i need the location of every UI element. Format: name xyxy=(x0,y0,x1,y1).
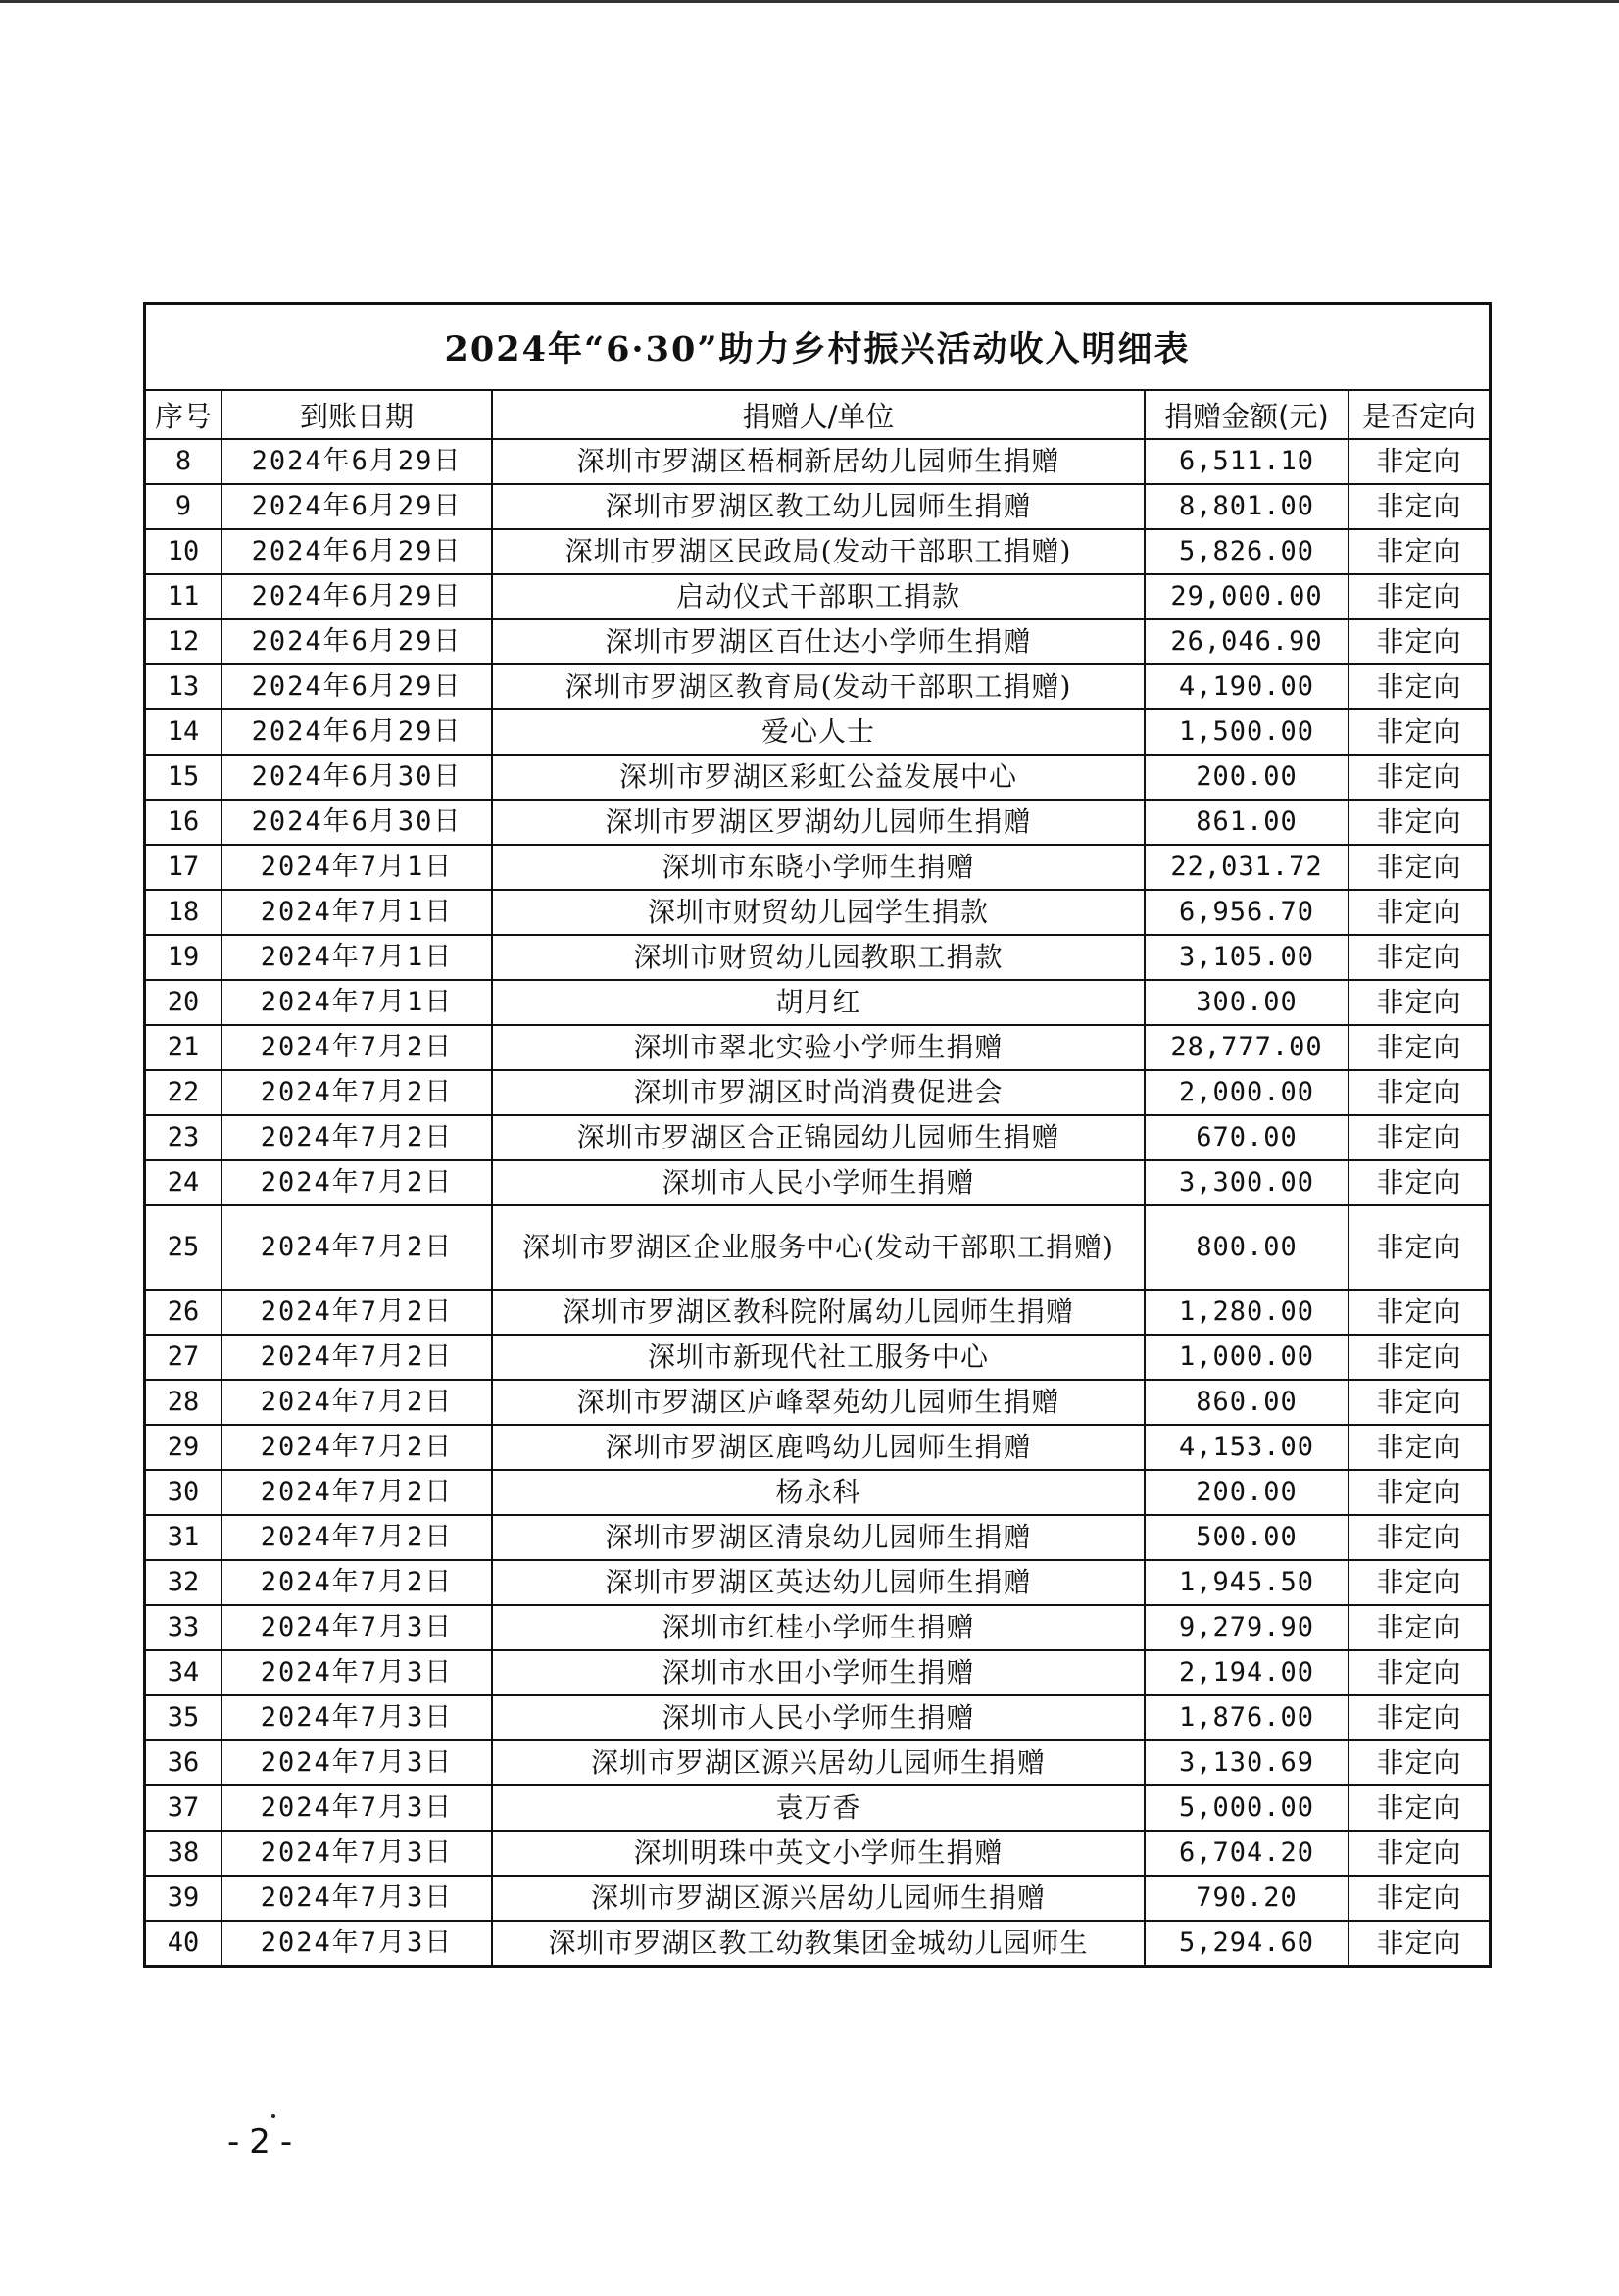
table-row xyxy=(146,1470,1489,1515)
row-index: 19 xyxy=(146,935,221,980)
table-row xyxy=(146,619,1489,664)
table-row xyxy=(146,800,1489,845)
row-directed: 非定向 xyxy=(1349,439,1489,484)
row-donor: 深圳市新现代社工服务中心 xyxy=(492,1335,1145,1380)
row-amount: 5,826.00 xyxy=(1145,529,1349,574)
row-amount: 3,130.69 xyxy=(1145,1740,1349,1785)
row-index: 15 xyxy=(146,755,221,800)
row-index: 16 xyxy=(146,800,221,845)
table-row xyxy=(146,1290,1489,1335)
row-amount: 5,294.60 xyxy=(1145,1921,1349,1965)
row-directed: 非定向 xyxy=(1349,529,1489,574)
page-number: -2- xyxy=(227,2123,303,2162)
row-date: 2024年7月3日 xyxy=(221,1921,492,1965)
row-date: 2024年7月3日 xyxy=(221,1605,492,1650)
row-directed: 非定向 xyxy=(1349,1740,1489,1785)
row-amount: 2,000.00 xyxy=(1145,1070,1349,1115)
row-index: 25 xyxy=(146,1205,221,1290)
row-directed: 非定向 xyxy=(1349,1785,1489,1831)
row-index: 18 xyxy=(146,890,221,935)
row-index: 32 xyxy=(146,1560,221,1605)
row-amount: 790.20 xyxy=(1145,1876,1349,1921)
row-amount: 28,777.00 xyxy=(1145,1025,1349,1070)
donation-table-container xyxy=(143,302,1492,1968)
row-directed: 非定向 xyxy=(1349,1560,1489,1605)
row-donor: 深圳市人民小学师生捐赠 xyxy=(492,1160,1145,1205)
row-donor: 杨永科 xyxy=(492,1470,1145,1515)
row-index: 38 xyxy=(146,1831,221,1876)
row-date: 2024年6月29日 xyxy=(221,619,492,664)
row-directed: 非定向 xyxy=(1349,1605,1489,1650)
row-index: 37 xyxy=(146,1785,221,1831)
row-directed: 非定向 xyxy=(1349,1205,1489,1290)
row-index: 13 xyxy=(146,664,221,709)
table-row xyxy=(146,1515,1489,1560)
row-donor: 深圳市罗湖区百仕达小学师生捐赠 xyxy=(492,619,1145,664)
row-directed: 非定向 xyxy=(1349,800,1489,845)
row-date: 2024年7月2日 xyxy=(221,1115,492,1160)
row-date: 2024年7月2日 xyxy=(221,1290,492,1335)
table-row xyxy=(146,1160,1489,1205)
row-index: 23 xyxy=(146,1115,221,1160)
row-amount: 1,500.00 xyxy=(1145,709,1349,755)
row-index: 35 xyxy=(146,1695,221,1740)
header-date: 到账日期 xyxy=(221,391,492,439)
header-directed: 是否定向 xyxy=(1349,391,1489,439)
row-amount: 200.00 xyxy=(1145,755,1349,800)
row-amount: 29,000.00 xyxy=(1145,574,1349,619)
donation-table xyxy=(146,391,1489,1965)
row-directed: 非定向 xyxy=(1349,1470,1489,1515)
row-amount: 5,000.00 xyxy=(1145,1785,1349,1831)
row-amount: 800.00 xyxy=(1145,1205,1349,1290)
row-donor: 深圳市财贸幼儿园学生捐款 xyxy=(492,890,1145,935)
row-amount: 1,000.00 xyxy=(1145,1335,1349,1380)
row-donor: 深圳市罗湖区教工幼教集团金城幼儿园师生 xyxy=(492,1921,1145,1965)
row-index: 21 xyxy=(146,1025,221,1070)
row-date: 2024年7月3日 xyxy=(221,1650,492,1695)
row-index: 26 xyxy=(146,1290,221,1335)
table-row xyxy=(146,1650,1489,1695)
row-donor: 袁万香 xyxy=(492,1785,1145,1831)
row-date: 2024年6月29日 xyxy=(221,709,492,755)
table-row xyxy=(146,1425,1489,1470)
table-row xyxy=(146,1115,1489,1160)
row-donor: 深圳市罗湖区源兴居幼儿园师生捐赠 xyxy=(492,1740,1145,1785)
row-date: 2024年6月29日 xyxy=(221,574,492,619)
row-donor: 深圳市罗湖区鹿鸣幼儿园师生捐赠 xyxy=(492,1425,1145,1470)
row-donor: 启动仪式干部职工捐款 xyxy=(492,574,1145,619)
table-row xyxy=(146,574,1489,619)
row-amount: 200.00 xyxy=(1145,1470,1349,1515)
table-row xyxy=(146,1740,1489,1785)
row-amount: 3,300.00 xyxy=(1145,1160,1349,1205)
table-row xyxy=(146,1335,1489,1380)
table-row xyxy=(146,709,1489,755)
row-date: 2024年7月2日 xyxy=(221,1335,492,1380)
row-index: 17 xyxy=(146,845,221,890)
row-donor: 深圳市罗湖区教工幼儿园师生捐赠 xyxy=(492,484,1145,529)
row-amount: 2,194.00 xyxy=(1145,1650,1349,1695)
row-donor: 深圳市翠北实验小学师生捐赠 xyxy=(492,1025,1145,1070)
header-index: 序号 xyxy=(146,391,221,439)
row-donor: 深圳市水田小学师生捐赠 xyxy=(492,1650,1145,1695)
row-date: 2024年7月2日 xyxy=(221,1025,492,1070)
row-directed: 非定向 xyxy=(1349,619,1489,664)
table-row xyxy=(146,845,1489,890)
row-donor: 深圳市罗湖区合正锦园幼儿园师生捐赠 xyxy=(492,1115,1145,1160)
row-donor: 深圳市罗湖区彩虹公益发展中心 xyxy=(492,755,1145,800)
row-directed: 非定向 xyxy=(1349,664,1489,709)
row-index: 20 xyxy=(146,980,221,1025)
row-date: 2024年6月29日 xyxy=(221,484,492,529)
row-donor: 深圳市红桂小学师生捐赠 xyxy=(492,1605,1145,1650)
row-directed: 非定向 xyxy=(1349,1876,1489,1921)
row-index: 24 xyxy=(146,1160,221,1205)
row-amount: 26,046.90 xyxy=(1145,619,1349,664)
row-date: 2024年6月30日 xyxy=(221,755,492,800)
table-body xyxy=(146,439,1489,1965)
table-row xyxy=(146,1070,1489,1115)
row-index: 14 xyxy=(146,709,221,755)
row-date: 2024年7月2日 xyxy=(221,1515,492,1560)
row-index: 30 xyxy=(146,1470,221,1515)
row-donor: 深圳市东晓小学师生捐赠 xyxy=(492,845,1145,890)
row-donor: 胡月红 xyxy=(492,980,1145,1025)
row-date: 2024年7月3日 xyxy=(221,1831,492,1876)
row-directed: 非定向 xyxy=(1349,1425,1489,1470)
row-date: 2024年7月2日 xyxy=(221,1205,492,1290)
row-directed: 非定向 xyxy=(1349,1695,1489,1740)
row-index: 39 xyxy=(146,1876,221,1921)
row-amount: 6,704.20 xyxy=(1145,1831,1349,1876)
row-amount: 1,945.50 xyxy=(1145,1560,1349,1605)
row-donor: 深圳市罗湖区源兴居幼儿园师生捐赠 xyxy=(492,1876,1145,1921)
scan-dot xyxy=(271,2114,275,2118)
row-directed: 非定向 xyxy=(1349,890,1489,935)
row-date: 2024年6月29日 xyxy=(221,439,492,484)
row-date: 2024年7月1日 xyxy=(221,935,492,980)
row-directed: 非定向 xyxy=(1349,845,1489,890)
row-amount: 4,190.00 xyxy=(1145,664,1349,709)
table-row xyxy=(146,484,1489,529)
row-index: 28 xyxy=(146,1380,221,1425)
row-directed: 非定向 xyxy=(1349,484,1489,529)
row-amount: 3,105.00 xyxy=(1145,935,1349,980)
row-date: 2024年6月29日 xyxy=(221,529,492,574)
row-amount: 670.00 xyxy=(1145,1115,1349,1160)
table-row xyxy=(146,1560,1489,1605)
row-date: 2024年7月1日 xyxy=(221,980,492,1025)
row-directed: 非定向 xyxy=(1349,1380,1489,1425)
row-directed: 非定向 xyxy=(1349,709,1489,755)
row-date: 2024年6月30日 xyxy=(221,800,492,845)
row-index: 31 xyxy=(146,1515,221,1560)
row-index: 10 xyxy=(146,529,221,574)
row-index: 29 xyxy=(146,1425,221,1470)
row-donor: 深圳市罗湖区梧桐新居幼儿园师生捐赠 xyxy=(492,439,1145,484)
row-date: 2024年7月3日 xyxy=(221,1695,492,1740)
row-directed: 非定向 xyxy=(1349,1335,1489,1380)
row-donor: 深圳明珠中英文小学师生捐赠 xyxy=(492,1831,1145,1876)
row-amount: 8,801.00 xyxy=(1145,484,1349,529)
row-index: 12 xyxy=(146,619,221,664)
row-donor: 深圳市罗湖区时尚消费促进会 xyxy=(492,1070,1145,1115)
row-date: 2024年6月29日 xyxy=(221,664,492,709)
row-date: 2024年7月1日 xyxy=(221,845,492,890)
row-amount: 860.00 xyxy=(1145,1380,1349,1425)
row-amount: 1,876.00 xyxy=(1145,1695,1349,1740)
row-donor: 深圳市罗湖区罗湖幼儿园师生捐赠 xyxy=(492,800,1145,845)
table-row xyxy=(146,755,1489,800)
row-directed: 非定向 xyxy=(1349,574,1489,619)
table-row xyxy=(146,1025,1489,1070)
header-amount: 捐赠金额(元) xyxy=(1145,391,1349,439)
row-date: 2024年7月2日 xyxy=(221,1380,492,1425)
table-row xyxy=(146,1605,1489,1650)
table-row xyxy=(146,1380,1489,1425)
row-date: 2024年7月2日 xyxy=(221,1160,492,1205)
row-directed: 非定向 xyxy=(1349,935,1489,980)
row-amount: 6,956.70 xyxy=(1145,890,1349,935)
row-date: 2024年7月2日 xyxy=(221,1470,492,1515)
row-amount: 1,280.00 xyxy=(1145,1290,1349,1335)
row-index: 11 xyxy=(146,574,221,619)
row-directed: 非定向 xyxy=(1349,1650,1489,1695)
row-index: 40 xyxy=(146,1921,221,1965)
row-date: 2024年7月1日 xyxy=(221,890,492,935)
table-row xyxy=(146,1695,1489,1740)
row-directed: 非定向 xyxy=(1349,755,1489,800)
row-directed: 非定向 xyxy=(1349,1025,1489,1070)
table-row xyxy=(146,1205,1489,1290)
row-amount: 9,279.90 xyxy=(1145,1605,1349,1650)
row-amount: 861.00 xyxy=(1145,800,1349,845)
table-row xyxy=(146,1831,1489,1876)
row-directed: 非定向 xyxy=(1349,1515,1489,1560)
row-index: 9 xyxy=(146,484,221,529)
row-date: 2024年7月2日 xyxy=(221,1425,492,1470)
row-directed: 非定向 xyxy=(1349,1160,1489,1205)
table-row xyxy=(146,529,1489,574)
row-index: 36 xyxy=(146,1740,221,1785)
table-row xyxy=(146,935,1489,980)
row-amount: 22,031.72 xyxy=(1145,845,1349,890)
header-donor: 捐赠人/单位 xyxy=(492,391,1145,439)
row-date: 2024年7月3日 xyxy=(221,1785,492,1831)
row-date: 2024年7月3日 xyxy=(221,1740,492,1785)
row-directed: 非定向 xyxy=(1349,1290,1489,1335)
row-amount: 300.00 xyxy=(1145,980,1349,1025)
row-donor: 深圳市财贸幼儿园教职工捐款 xyxy=(492,935,1145,980)
row-index: 33 xyxy=(146,1605,221,1650)
table-title: 2024年“6·30”助力乡村振兴活动收入明细表 xyxy=(146,305,1489,391)
row-directed: 非定向 xyxy=(1349,1921,1489,1965)
table-header-row xyxy=(146,391,1489,439)
table-row xyxy=(146,1785,1489,1831)
row-amount: 4,153.00 xyxy=(1145,1425,1349,1470)
row-donor: 深圳市罗湖区清泉幼儿园师生捐赠 xyxy=(492,1515,1145,1560)
row-donor: 深圳市罗湖区英达幼儿园师生捐赠 xyxy=(492,1560,1145,1605)
row-directed: 非定向 xyxy=(1349,980,1489,1025)
row-donor: 深圳市罗湖区企业服务中心(发动干部职工捐赠) xyxy=(492,1205,1145,1290)
row-donor: 深圳市罗湖区教育局(发动干部职工捐赠) xyxy=(492,664,1145,709)
row-date: 2024年7月2日 xyxy=(221,1560,492,1605)
row-index: 27 xyxy=(146,1335,221,1380)
row-donor: 深圳市罗湖区民政局(发动干部职工捐赠) xyxy=(492,529,1145,574)
row-directed: 非定向 xyxy=(1349,1070,1489,1115)
table-row xyxy=(146,890,1489,935)
row-directed: 非定向 xyxy=(1349,1831,1489,1876)
row-directed: 非定向 xyxy=(1349,1115,1489,1160)
table-row xyxy=(146,439,1489,484)
row-index: 34 xyxy=(146,1650,221,1695)
page-top-border xyxy=(0,0,1619,3)
row-donor: 深圳市人民小学师生捐赠 xyxy=(492,1695,1145,1740)
row-amount: 6,511.10 xyxy=(1145,439,1349,484)
table-row xyxy=(146,980,1489,1025)
table-row xyxy=(146,1921,1489,1965)
row-donor: 深圳市罗湖区教科院附属幼儿园师生捐赠 xyxy=(492,1290,1145,1335)
row-donor: 爱心人士 xyxy=(492,709,1145,755)
row-amount: 500.00 xyxy=(1145,1515,1349,1560)
row-index: 22 xyxy=(146,1070,221,1115)
row-donor: 深圳市罗湖区庐峰翠苑幼儿园师生捐赠 xyxy=(492,1380,1145,1425)
row-index: 8 xyxy=(146,439,221,484)
row-date: 2024年7月2日 xyxy=(221,1070,492,1115)
table-row xyxy=(146,1876,1489,1921)
row-date: 2024年7月3日 xyxy=(221,1876,492,1921)
table-row xyxy=(146,664,1489,709)
